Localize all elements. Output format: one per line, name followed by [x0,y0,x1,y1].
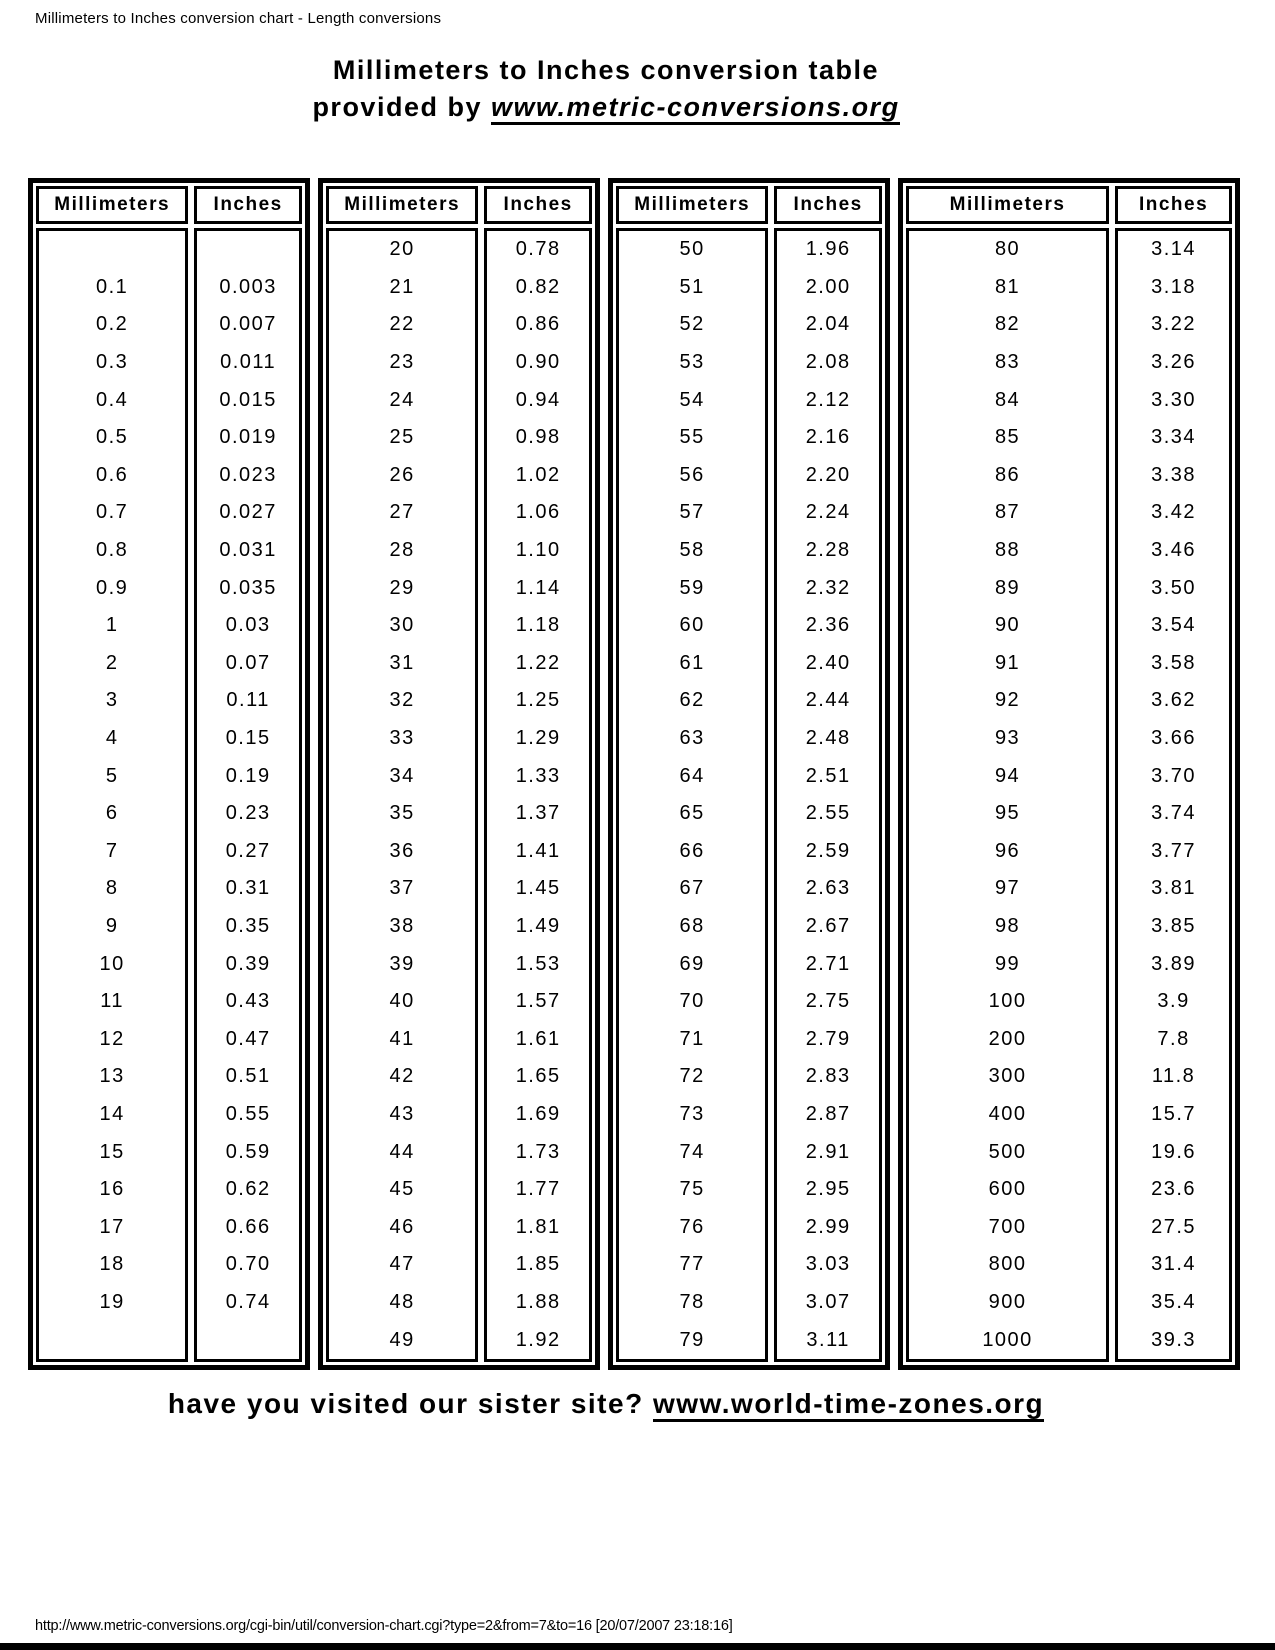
millimeters-value: 80 [994,238,1021,261]
inches-value: 3.89 [1151,952,1197,975]
column-header-inches: Inches [774,186,882,224]
millimeters-value: 55 [679,426,705,449]
millimeters-value: 73 [679,1102,705,1125]
millimeters-value: 4 [105,727,119,750]
millimeters-column [616,228,768,1362]
millimeters-value: 37 [389,877,415,900]
millimeters-value: 99 [994,952,1021,975]
millimeters-value: 200 [988,1027,1027,1050]
inches-value: 0.03 [225,614,271,637]
inches-value: 0.62 [225,1178,271,1201]
inches-value: 0.70 [225,1253,271,1276]
millimeters-value: 46 [389,1215,415,1238]
millimeters-value: 83 [994,351,1021,374]
millimeters-value: 47 [389,1253,415,1276]
inches-value: 0.90 [515,351,561,374]
millimeters-value: 0.8 [96,539,129,562]
millimeters-value: 45 [389,1178,415,1201]
metric-conversions-link[interactable]: www.metric-conversions.org [491,92,900,125]
millimeters-value: 1000 [982,1328,1033,1351]
inches-value: 1.73 [515,1140,561,1163]
millimeters-value: 33 [389,727,415,750]
inches-value: 2.36 [805,614,851,637]
inches-value: 1.14 [515,576,561,599]
millimeters-value: 42 [389,1065,415,1088]
millimeters-value: 75 [679,1178,705,1201]
millimeters-value: 52 [679,313,705,336]
table-body-row [36,228,302,1362]
millimeters-value: 76 [679,1215,705,1238]
millimeters-value: 34 [389,764,415,787]
inches-value: 0.035 [219,576,277,599]
inches-value: 1.69 [515,1102,561,1125]
inches-value: 2.48 [805,727,851,750]
millimeters-value: 85 [994,426,1021,449]
millimeters-value: 97 [994,877,1021,900]
inches-value: 0.27 [225,839,271,862]
millimeters-value: 27 [389,501,415,524]
inches-value: 2.79 [805,1027,851,1050]
millimeters-value: 0.7 [96,501,129,524]
inches-value: 0.023 [219,463,277,486]
inches-value: 0.011 [220,351,277,374]
millimeters-value: 77 [679,1253,705,1276]
millimeters-value: 32 [389,689,415,712]
inches-value: 1.92 [515,1328,561,1351]
millimeters-value: 6 [105,802,119,825]
inches-value: 3.22 [1151,313,1197,336]
millimeters-value: 7 [105,839,119,862]
inches-value: 2.63 [805,877,851,900]
millimeters-column [906,228,1109,1362]
millimeters-value: 14 [99,1102,125,1125]
inches-value: 3.70 [1151,764,1197,787]
inches-value: 35.4 [1151,1290,1197,1313]
conversion-table-group [898,178,1240,1370]
inches-value: 3.18 [1151,275,1197,298]
millimeters-value: 88 [994,539,1021,562]
millimeters-value: 70 [679,990,705,1013]
millimeters-value: 51 [679,275,705,298]
inches-value: 2.91 [805,1140,851,1163]
millimeters-value: 0.9 [96,576,129,599]
millimeters-value: 600 [988,1178,1027,1201]
inches-value: 0.007 [219,313,277,336]
millimeters-value: 59 [679,576,705,599]
inches-value: 2.55 [805,802,851,825]
inches-value: 19.6 [1151,1140,1197,1163]
millimeters-value: 65 [679,802,705,825]
inches-value: 0.027 [219,501,277,524]
inches-value: 0.98 [515,426,561,449]
inches-value: 2.40 [805,651,851,674]
millimeters-value: 87 [994,501,1021,524]
inches-value: 15.7 [1151,1102,1197,1125]
table-header-row [326,186,592,224]
millimeters-value: 72 [679,1065,705,1088]
table-body-row [326,228,592,1362]
millimeters-value: 53 [679,351,705,374]
inches-value: 0.47 [225,1027,271,1050]
millimeters-value: 86 [994,463,1021,486]
millimeters-value: 13 [99,1065,125,1088]
millimeters-value: 40 [389,990,415,1013]
inches-value: 3.85 [1151,914,1197,937]
millimeters-value: 69 [679,952,705,975]
inches-value: 0.78 [515,238,561,261]
millimeters-value: 20 [389,238,415,261]
inches-value: 2.51 [805,764,851,787]
inches-value: 1.45 [515,877,561,900]
millimeters-value: 56 [679,463,705,486]
inches-value: 3.26 [1151,351,1197,374]
world-time-zones-link[interactable]: www.world-time-zones.org [653,1388,1044,1422]
inches-value: 1.33 [515,764,561,787]
inches-value: 1.06 [515,501,561,524]
inches-value: 1.22 [515,651,561,674]
millimeters-value: 43 [389,1102,415,1125]
inches-value: 23.6 [1151,1178,1197,1201]
page-title [0,52,1212,126]
inches-value: 3.66 [1151,727,1197,750]
inches-value: 1.57 [515,990,561,1013]
inches-value: 3.81 [1151,877,1197,900]
inches-value: 3.42 [1151,501,1197,524]
inches-value: 3.07 [805,1290,851,1313]
table-header-row [36,186,302,224]
millimeters-value: 0.5 [96,426,129,449]
inches-column [774,228,882,1362]
millimeters-value: 300 [988,1065,1027,1088]
millimeters-value: 39 [389,952,415,975]
millimeters-value: 8 [105,877,119,900]
page-header: Millimeters to Inches conversion chart - Length conversions [35,10,442,27]
inches-value: 1.02 [515,463,561,486]
inches-value: 27.5 [1151,1215,1197,1238]
millimeters-value: 25 [389,426,415,449]
title-line2 [0,89,1212,126]
inches-value: 0.19 [225,764,271,787]
table-body-row [906,228,1232,1362]
inches-value: 2.83 [805,1065,851,1088]
inches-value: 0.23 [225,802,271,825]
millimeters-column [326,228,478,1362]
inches-value: 1.37 [515,802,561,825]
conversion-tables [28,178,1240,1370]
inches-value [197,1321,299,1359]
millimeters-value: 57 [679,501,705,524]
inches-value: 0.31 [225,877,271,900]
inches-value: 39.3 [1151,1328,1197,1351]
millimeters-value: 93 [994,727,1021,750]
inches-value: 1.18 [515,614,561,637]
millimeters-value: 78 [679,1290,705,1313]
inches-value: 3.54 [1151,614,1197,637]
inches-value: 0.94 [515,388,561,411]
inches-value: 2.08 [805,351,851,374]
millimeters-value: 49 [389,1328,415,1351]
millimeters-value: 41 [389,1027,415,1050]
millimeters-value: 500 [988,1140,1027,1163]
millimeters-value: 66 [679,839,705,862]
millimeters-value: 63 [679,727,705,750]
millimeters-value [39,1321,185,1359]
millimeters-value: 0.1 [96,275,129,298]
inches-value: 0.031 [219,539,277,562]
millimeters-value: 12 [99,1027,125,1050]
column-header-millimeters: Millimeters [906,186,1109,224]
millimeters-value: 100 [988,990,1027,1013]
millimeters-value: 91 [994,651,1021,674]
inches-value: 2.75 [805,990,851,1013]
millimeters-value: 92 [994,689,1021,712]
sister-site-line [0,1388,1212,1420]
millimeters-value: 44 [389,1140,415,1163]
millimeters-value: 58 [679,539,705,562]
inches-value: 3.50 [1151,576,1197,599]
inches-value: 2.24 [805,501,851,524]
inches-value: 3.30 [1151,388,1197,411]
inches-value [197,231,299,269]
millimeters-value: 0.2 [96,313,129,336]
inches-value: 0.11 [226,689,270,712]
millimeters-value: 84 [994,388,1021,411]
millimeters-value: 22 [389,313,415,336]
millimeters-value: 16 [99,1178,125,1201]
millimeters-value: 61 [679,651,705,674]
inches-value: 7.8 [1157,1027,1190,1050]
inches-value: 0.59 [225,1140,271,1163]
millimeters-value: 81 [994,275,1021,298]
millimeters-value: 60 [679,614,705,637]
inches-value: 2.32 [805,576,851,599]
inches-value: 2.67 [805,914,851,937]
inches-value: 3.77 [1151,839,1197,862]
inches-value: 3.74 [1151,802,1197,825]
millimeters-value: 90 [994,614,1021,637]
millimeters-value: 94 [994,764,1021,787]
inches-value: 3.11 [806,1328,850,1351]
inches-value: 0.66 [225,1215,271,1238]
inches-value: 3.03 [805,1253,851,1276]
inches-value: 1.88 [515,1290,561,1313]
column-header-millimeters: Millimeters [616,186,768,224]
inches-value: 0.003 [219,275,277,298]
table-header-row [616,186,882,224]
column-header-inches: Inches [484,186,592,224]
millimeters-value: 0.4 [96,388,129,411]
millimeters-value: 5 [105,764,119,787]
inches-value: 2.44 [805,689,851,712]
inches-value: 1.25 [515,689,561,712]
inches-value: 0.74 [225,1290,271,1313]
inches-value: 0.51 [225,1065,271,1088]
inches-value: 2.04 [805,313,851,336]
millimeters-value: 82 [994,313,1021,336]
millimeters-value: 95 [994,802,1021,825]
millimeters-value: 54 [679,388,705,411]
inches-value: 2.28 [805,539,851,562]
inches-value: 0.43 [225,990,271,1013]
inches-value: 2.00 [805,275,851,298]
column-header-inches: Inches [1115,186,1232,224]
millimeters-value: 2 [105,651,119,674]
inches-value: 0.15 [225,727,271,750]
millimeters-value: 21 [389,275,415,298]
inches-value: 1.10 [515,539,561,562]
millimeters-value: 800 [988,1253,1027,1276]
conversion-table-group [318,178,600,1370]
inches-value: 0.35 [225,914,271,937]
inches-value: 1.65 [515,1065,561,1088]
millimeters-value: 18 [99,1253,125,1276]
column-header-inches: Inches [194,186,302,224]
inches-value: 0.86 [515,313,561,336]
millimeters-value: 17 [99,1215,125,1238]
millimeters-value: 36 [389,839,415,862]
inches-value: 3.9 [1157,990,1190,1013]
inches-value: 0.015 [219,388,277,411]
inches-column [1115,228,1232,1362]
inches-value: 2.95 [805,1178,851,1201]
title-line1: Millimeters to Inches conversion table [332,55,880,85]
bottom-edge-bar [0,1643,1275,1650]
inches-value: 3.46 [1151,539,1197,562]
millimeters-value: 68 [679,914,705,937]
inches-value: 2.59 [805,839,851,862]
inches-value: 1.61 [515,1027,561,1050]
sister-site-text: have you visited our sister site? [167,1388,653,1419]
millimeters-value: 98 [994,914,1021,937]
inches-value: 2.12 [805,388,851,411]
millimeters-value: 64 [679,764,705,787]
inches-value: 0.07 [225,651,271,674]
inches-value: 1.85 [515,1253,561,1276]
inches-value: 1.41 [515,839,561,862]
millimeters-value: 15 [99,1140,125,1163]
millimeters-value: 11 [100,990,125,1013]
inches-value: 3.38 [1151,463,1197,486]
millimeters-value: 3 [105,689,119,712]
inches-value: 0.55 [225,1102,271,1125]
inches-value: 2.71 [805,952,851,975]
inches-value: 0.82 [515,275,561,298]
millimeters-value: 0.6 [96,463,129,486]
inches-value: 1.29 [515,727,561,750]
millimeters-value: 23 [389,351,415,374]
inches-value: 11.8 [1151,1065,1196,1088]
table-header-row [906,186,1232,224]
millimeters-value: 26 [389,463,415,486]
footer-url: http://www.metric-conversions.org/cgi-bin/util/conversion-chart.cgi?type=2&from=7&to=16 [20/07/2007 23:18:16] [35,1618,733,1634]
millimeters-value: 71 [679,1027,705,1050]
inches-value: 1.96 [805,238,851,261]
inches-value: 1.81 [515,1215,561,1238]
millimeters-value: 10 [99,952,125,975]
millimeters-value: 62 [679,689,705,712]
inches-value: 3.14 [1151,238,1197,261]
millimeters-value: 48 [389,1290,415,1313]
millimeters-value: 29 [389,576,415,599]
millimeters-value: 89 [994,576,1021,599]
millimeters-value: 9 [105,914,119,937]
millimeters-value: 0.3 [96,351,129,374]
millimeters-value: 900 [988,1290,1027,1313]
millimeters-value: 74 [679,1140,705,1163]
inches-value: 31.4 [1151,1253,1197,1276]
millimeters-value: 50 [679,238,705,261]
inches-value: 2.20 [805,463,851,486]
inches-column [484,228,592,1362]
millimeters-value: 79 [679,1328,705,1351]
millimeters-value: 30 [389,614,415,637]
inches-column [194,228,302,1362]
conversion-table-group [608,178,890,1370]
millimeters-value [39,231,185,269]
millimeters-value: 19 [99,1290,125,1313]
inches-value: 2.99 [805,1215,851,1238]
millimeters-value: 1 [105,614,119,637]
millimeters-value: 400 [988,1102,1027,1125]
column-header-millimeters: Millimeters [326,186,478,224]
inches-value: 3.34 [1151,426,1197,449]
inches-value: 0.019 [219,426,277,449]
inches-value: 1.49 [515,914,561,937]
millimeters-value: 28 [389,539,415,562]
millimeters-value: 96 [994,839,1021,862]
inches-value: 0.39 [225,952,271,975]
column-header-millimeters: Millimeters [36,186,188,224]
millimeters-value: 38 [389,914,415,937]
millimeters-value: 700 [988,1215,1027,1238]
inches-value: 3.62 [1151,689,1197,712]
millimeters-column [36,228,188,1362]
inches-value: 2.16 [805,426,851,449]
inches-value: 3.58 [1151,651,1197,674]
millimeters-value: 31 [389,651,415,674]
inches-value: 1.53 [515,952,561,975]
millimeters-value: 67 [679,877,705,900]
inches-value: 1.77 [515,1178,561,1201]
table-body-row [616,228,882,1362]
conversion-table-group [28,178,310,1370]
millimeters-value: 35 [389,802,415,825]
inches-value: 2.87 [805,1102,851,1125]
title-provided-by: provided by [312,92,491,122]
millimeters-value: 24 [389,388,415,411]
